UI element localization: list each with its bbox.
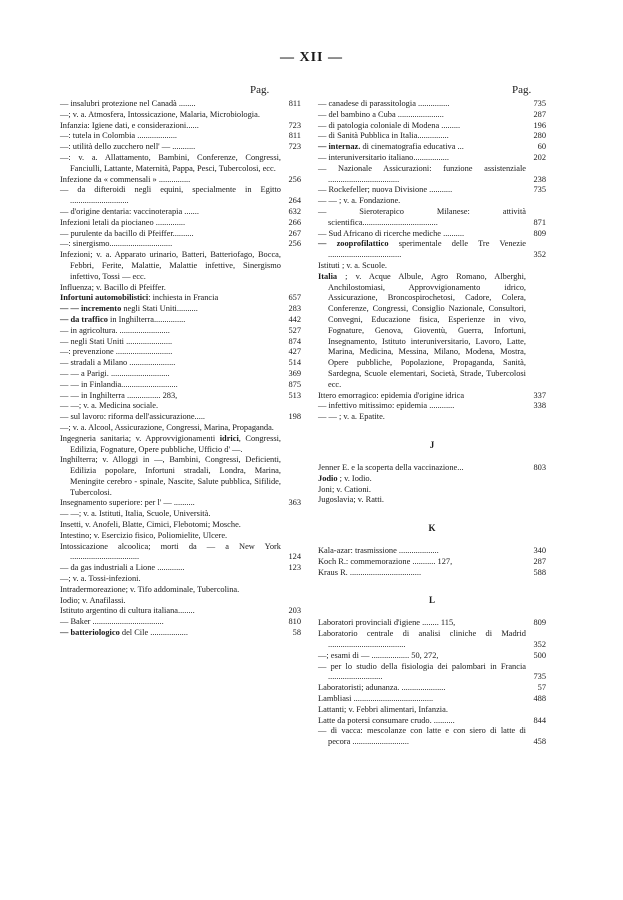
index-entry-page: 202 <box>533 152 546 162</box>
index-entry-text: Infortuni automobilistici: inchiesta in Francia <box>60 293 219 303</box>
index-entry <box>318 239 546 261</box>
index-entry <box>318 142 546 153</box>
index-entry-text: — —; v. a. Istituti, Italia, Scuole, Università. <box>60 509 211 519</box>
index-entry-text: — stradali a Milano ...................... <box>60 358 176 368</box>
index-entry-text: Intossicazione alcoolica; morti da — a New York ................................. <box>60 541 281 562</box>
index-entry-page: 632 <box>288 206 301 216</box>
index-entry-text: Infanzia: Igiene dati, e considerazioni...... <box>60 120 199 130</box>
index-entry <box>60 175 301 186</box>
index-entry <box>318 694 546 705</box>
index-entry-text: — zooprofilattico sperimentale delle Tre Venezie ................................... <box>318 239 526 260</box>
index-entry-text: Lambliasi ...................................... <box>318 694 434 704</box>
index-entry-page: 352 <box>533 640 546 650</box>
index-entry-page: 124 <box>288 552 301 562</box>
index-entry-text: —: sinergismo.............................. <box>60 239 173 249</box>
index-entry-text: Iodio; v. Anafilassi. <box>60 595 126 605</box>
index-entry-page: 513 <box>288 390 301 400</box>
index-entry <box>60 574 301 585</box>
index-entry-page: 340 <box>533 546 546 556</box>
index-entry-text: Influenza; v. Bacillo di Pfeiffer. <box>60 282 166 292</box>
index-entry-page: 809 <box>533 618 546 628</box>
index-entry-text: Intestino; v. Esercizio fisico, Poliomielite, Ulcere. <box>60 530 228 540</box>
pag-label-right: Pag. <box>512 84 532 96</box>
index-entry-page: 442 <box>288 314 301 324</box>
index-entry <box>318 726 546 748</box>
index-entry-text: Jenner E. e la scoperta della vaccinazione... <box>318 462 464 472</box>
index-entry-text: — — in Inghilterra ................ 283, <box>60 390 178 400</box>
index-entry-text: Infezione da « commensali » ............... <box>60 174 191 184</box>
index-entry-text: —; v. a. Tossi-infezioni. <box>60 574 141 584</box>
index-entry-text: — insalubri protezione nel Canadà ........ <box>60 99 196 108</box>
index-entry-text: Jodio ; v. Iodio. <box>318 473 372 483</box>
index-entry-text: — Sieroterapico Milanese: attività scientifica.................................... <box>318 206 526 227</box>
index-entry-text: Laboratori provinciali d'igiene ........ 115, <box>318 618 456 628</box>
index-entry <box>60 315 301 326</box>
index-entry <box>60 531 301 542</box>
index-entry-page: 198 <box>288 412 301 422</box>
index-entry <box>60 617 301 628</box>
index-entry <box>60 423 301 434</box>
index-entry <box>60 326 301 337</box>
index-entry-text: — per lo studio della fisiologia dei palombari in Francia .......................... <box>318 661 526 682</box>
index-entry <box>60 358 301 369</box>
index-entry-page: 267 <box>288 228 301 238</box>
index-entry-text: Ingegneria sanitaria; v. Approvvigionamenti idrici, Congressi, Edilizia, Fognature, Opere pubbliche, Ufficio d' —. <box>60 433 282 454</box>
index-entry-text: — Nazionale Assicurazioni: funzione assistenziale .................................. <box>318 163 526 184</box>
index-entry-text: — Baker .................................. <box>60 617 164 627</box>
index-entry-text: Ittero emorragico: epidemia d'origine idrica <box>318 390 465 400</box>
index-entry-text: —: v. a. Allattamento, Bambini, Conferenze, Congressi, Fanciulli, Lattante, Maternità, Pappa, Pesci, Tubercolosi, ecc. <box>60 152 281 173</box>
index-entry <box>60 207 301 218</box>
index-entry <box>60 628 301 639</box>
index-entry <box>318 185 546 196</box>
index-entry-text: Kala-azar: trasmissione ................... <box>318 546 439 556</box>
index-entry-page: 363 <box>288 498 301 508</box>
index-entry-text: Italia ; v. Acque Albule, Agro Romano, Alberghi, Anchilostomiasi, Approvvigionamento idrico, Assicurazione, Broncospirochetosi, Cadore, Colera, Conferenze, Congressi, Consiglio Nazionale, Consultori, Convegni, Educazione fisica, Esperienze in vivo, Fognature, Genova, Gioventù, Guerra, Infortuni, Insegnamento, Istituto interuniversitario, Lavoro, Latte, Marina, Medicina, Messina, Milano, Modena, Mostra, Opere pubbliche, Popolazione, Propaganda, Sanità, Sardegna, Scuole elementari, Società, Strade, Tubercolosi ecc. <box>318 271 526 389</box>
index-entry <box>60 380 301 391</box>
index-column-left <box>60 99 301 639</box>
index-entry-text: — Sud Africano di ricerche mediche .......... <box>318 228 465 238</box>
index-entry-page: 809 <box>533 228 546 238</box>
index-entry <box>318 683 546 694</box>
index-entry-text: —: prevenzione ........................... <box>60 347 173 357</box>
index-entry-page: 196 <box>533 120 546 130</box>
index-entry-page: 874 <box>288 336 301 346</box>
index-entry <box>60 239 301 250</box>
index-entry-text: — da traffico in Inghilterra............... <box>60 314 186 324</box>
index-entry-page: 810 <box>288 617 301 627</box>
index-entry <box>318 131 546 142</box>
index-entry-page: 844 <box>533 715 546 725</box>
index-entry <box>60 283 301 294</box>
index-entry-text: Insegnamento superiore: per l' — .......... <box>60 498 195 508</box>
index-entry <box>60 293 301 304</box>
index-entry <box>60 520 301 531</box>
index-entry-text: Koch R.: commemorazione ........... 127, <box>318 556 453 566</box>
index-entry <box>60 606 301 617</box>
index-entry-text: —: tutela in Colombia ................... <box>60 131 178 141</box>
index-entry <box>60 347 301 358</box>
index-entry <box>60 563 301 574</box>
index-entry-page: 58 <box>292 628 301 638</box>
index-entry-page: 256 <box>288 239 301 249</box>
index-entry <box>318 261 546 272</box>
index-entry-page: 811 <box>288 99 301 108</box>
index-entry <box>60 110 301 121</box>
index-entry-page: 264 <box>288 196 301 206</box>
index-entry-text: — — incremento negli Stati Uniti.......... <box>60 304 198 314</box>
index-entry-text: — del bambino a Cuba ...................... <box>318 109 444 119</box>
index-entry <box>318 629 546 651</box>
index-entry <box>318 662 546 684</box>
index-entry <box>318 153 546 164</box>
index-entry <box>60 596 301 607</box>
index-entry-text: Latte da potersi consumare crudo. .......... <box>318 715 455 725</box>
index-entry-text: — batteriologico del Cile .................. <box>60 628 188 638</box>
index-entry <box>318 412 546 423</box>
index-entry-page: 338 <box>533 401 546 411</box>
index-entry-text: Lattanti; v. Febbri alimentari, Infanzia. <box>318 704 448 714</box>
section-letter-k: K <box>428 523 436 534</box>
index-entry-page: 875 <box>288 379 301 389</box>
index-entry <box>60 304 301 315</box>
index-entry-page: 871 <box>533 217 546 227</box>
index-entry-text: Laboratoristi; adunanza. ..................... <box>318 683 446 693</box>
index-entry <box>318 651 546 662</box>
index-entry-text: — negli Stati Uniti ...................... <box>60 336 173 346</box>
index-entry-text: —; v. a. Atmosfera, Intossicazione, Malaria, Microbiologia. <box>60 109 260 119</box>
index-entry <box>318 618 546 629</box>
index-entry-page: 588 <box>533 567 546 577</box>
index-entry <box>60 369 301 380</box>
index-entry <box>318 716 546 727</box>
index-entry <box>60 412 301 423</box>
index-entry-page: 287 <box>533 556 546 566</box>
index-entry <box>318 495 546 506</box>
index-entry <box>60 142 301 153</box>
pag-label-left: Pag. <box>250 84 270 96</box>
index-entry-text: Inghilterra; v. Alloggi in —, Bambini, Congressi, Deficienti, Edilizia popolare, Infortuni stradali, Londra, Marina, Meningite cerebro - spinale, Nascite, Salute pubblica, Sifilide, Tubercolosi. <box>60 455 281 497</box>
index-entry-text: — sul lavoro: riforma dell'assicurazione..... <box>60 412 206 422</box>
index-entry-text: — purulente da bacillo di Pfeiffer.......... <box>60 228 194 238</box>
index-entry-text: — in agricoltura. ........................ <box>60 325 170 335</box>
index-entry <box>318 705 546 716</box>
index-entry-page: 352 <box>533 250 546 260</box>
index-entry-text: Istituti ; v. a. Scuole. <box>318 260 388 270</box>
index-entry <box>60 121 301 132</box>
index-entry <box>318 164 546 186</box>
index-entry <box>318 568 546 579</box>
index-entry-text: — — ; v. a. Epatite. <box>318 412 385 422</box>
index-entry-page: 238 <box>533 174 546 184</box>
index-entry <box>318 207 546 229</box>
page-header: — XII — <box>279 50 343 65</box>
index-entry-page: 735 <box>533 185 546 195</box>
section-letter-l: L <box>428 595 435 606</box>
index-entry <box>60 337 301 348</box>
index-entry <box>318 121 546 132</box>
index-entry-page: 657 <box>288 293 301 303</box>
index-entry-page: 287 <box>533 109 546 119</box>
index-entry-page: 803 <box>533 462 546 472</box>
index-entry-text: Insetti, v. Anofeli, Blatte, Cimici, Flebotomi; Mosche. <box>60 520 241 530</box>
index-entry <box>318 99 546 110</box>
index-entry-text: Kraus R. .................................. <box>318 567 422 577</box>
index-entry-text: —; v. a. Alcool, Assicurazione, Congressi, Marina, Propaganda. <box>60 422 274 432</box>
index-entry-text: — di Sanità Pubblica in Italia............... <box>318 131 449 141</box>
index-entry <box>60 99 301 110</box>
index-entry <box>60 434 301 456</box>
index-entry <box>60 218 301 229</box>
index-entry-text: —; esami di — .................. 50, 272, <box>318 650 439 660</box>
index-entry-page: 527 <box>288 325 301 335</box>
index-entry-text: — da gas industriali a Lione ............. <box>60 563 185 573</box>
index-entry <box>318 463 546 474</box>
index-entry <box>318 485 546 496</box>
index-entry <box>60 455 301 498</box>
index-entry-text: — — ; v. a. Fondazione. <box>318 196 401 206</box>
index-entry-page: 123 <box>288 563 301 573</box>
index-entry <box>60 131 301 142</box>
index-entry <box>60 153 301 175</box>
index-entry-page: 723 <box>288 142 301 152</box>
index-entry <box>318 272 546 391</box>
index-entry-text: — di vacca: mescolanze con latte e con siero di latte di pecora ........................... <box>318 726 526 747</box>
index-entry <box>60 391 301 402</box>
index-entry-text: —: utilità dello zucchero nell' — ........... <box>60 142 196 152</box>
index-entry-page: 458 <box>533 737 546 747</box>
index-entry-text: — — a Parigi. ............................ <box>60 368 170 378</box>
index-entry <box>60 498 301 509</box>
index-entry-text: Intradermoreazione; v. Tifo addominale, Tubercolina. <box>60 584 240 594</box>
index-entry-text: Infezioni letali da piocianeo .............. <box>60 217 186 227</box>
index-entry-page: 203 <box>288 606 301 616</box>
index-entry-page: 337 <box>533 390 546 400</box>
index-entry-page: 57 <box>537 683 546 693</box>
index-entry-text: Infezioni; v. a. Apparato urinario, Batteri, Batteriofago, Bocca, Febbri, Ferite, Malattie, Malattie infettive, Sinergismo infettivo, Tossi — ecc. <box>60 250 281 281</box>
section-letter-j: J <box>429 439 435 450</box>
index-column-right <box>318 99 546 748</box>
index-entry-text: — infettivo mitissimo: epidemia ............ <box>318 401 455 411</box>
index-entry-page: 256 <box>288 174 301 184</box>
index-entry <box>318 110 546 121</box>
index-entry <box>318 557 546 568</box>
index-entry-page: 427 <box>288 347 301 357</box>
index-entry-text: Jugoslavia; v. Ratti. <box>318 495 384 505</box>
index-entry <box>318 474 546 485</box>
index-entry-text: — interuniversitario italiano................. <box>318 152 449 162</box>
index-entry-page: 723 <box>288 120 301 130</box>
index-entry <box>60 509 301 520</box>
index-entry-text: — canadese di parassitologia ............... <box>318 99 450 108</box>
index-entry <box>60 229 301 240</box>
index-entry-text: Joni; v. Cationi. <box>318 484 371 494</box>
index-entry <box>318 546 546 557</box>
index-entry <box>60 185 301 207</box>
index-entry-text: — — in Finlandia........................... <box>60 379 178 389</box>
index-entry-page: 280 <box>533 131 546 141</box>
index-entry-page: 514 <box>288 358 301 368</box>
index-entry-text: — internaz. di cinematografia educativa ... <box>318 142 464 152</box>
index-entry-page: 811 <box>288 131 301 141</box>
index-entry <box>60 401 301 412</box>
index-entry-page: 283 <box>288 304 301 314</box>
index-entry <box>60 250 301 282</box>
index-entry <box>318 401 546 412</box>
index-entry-page: 488 <box>533 694 546 704</box>
index-entry-text: — —; v. a. Medicina sociale. <box>60 401 159 411</box>
index-entry-page: 266 <box>288 217 301 227</box>
index-entry-page: 735 <box>533 99 546 108</box>
index-entry <box>60 585 301 596</box>
index-entry-page: 500 <box>533 650 546 660</box>
index-entry-text: — Rockefeller; nuova Divisione ........... <box>318 185 453 195</box>
index-entry <box>60 542 301 564</box>
index-entry-text: Laboratorio centrale di analisi cliniche di Madrid ..................................... <box>318 629 526 650</box>
index-entry-text: — di patologia coloniale di Modena ......... <box>318 120 461 130</box>
index-entry <box>318 391 546 402</box>
index-entry-page: 60 <box>537 142 546 152</box>
index-entry <box>318 229 546 240</box>
index-entry-text: — da difteroidi negli equini, specialmente in Egitto ............................ <box>60 185 281 206</box>
index-entry-page: 369 <box>288 368 301 378</box>
index-entry-text: — d'origine dentaria: vaccinoterapia ....... <box>60 206 199 216</box>
index-entry-page: 735 <box>533 672 546 682</box>
index-entry-text: Istituto argentino di cultura italiana........ <box>60 606 195 616</box>
index-entry <box>318 196 546 207</box>
